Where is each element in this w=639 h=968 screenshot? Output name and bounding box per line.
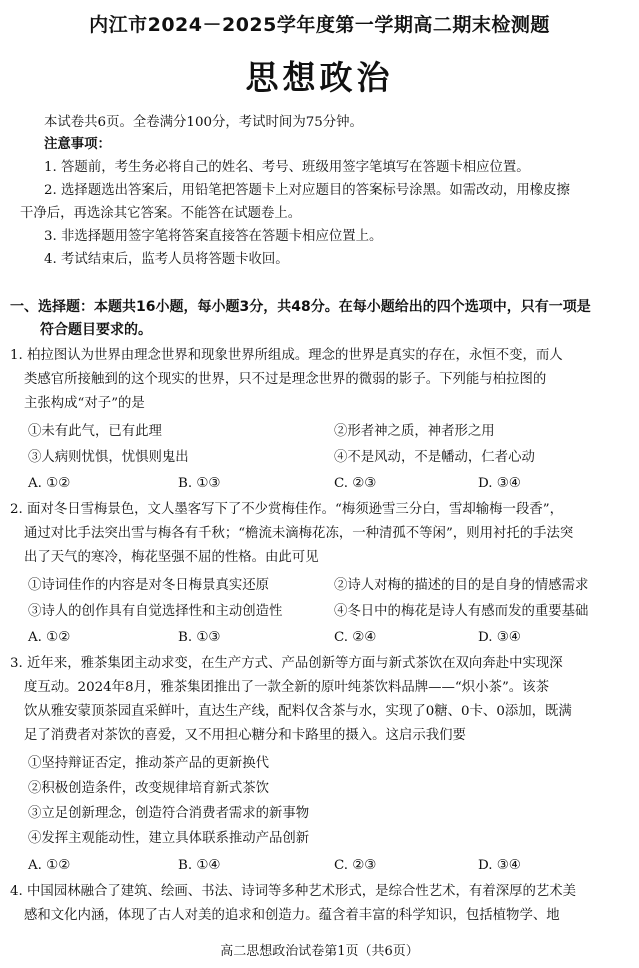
answer-choice: D. ③④ xyxy=(478,476,521,491)
question-stem: 1. 柏拉图认为世界由理念世界和现象世界所组成。理念的世界是真实的存在，永恒不变，而人 xyxy=(10,348,563,363)
statement-item: ④发挥主观能动性，建立具体联系推动产品创新 xyxy=(28,831,310,846)
exam-title: 内江市2024－2025学年度第一学期高二期末检测题 xyxy=(89,14,550,36)
question-stem: 足了消费者对茶饮的喜爱，又不用担心糖分和卡路里的摄入。这启示我们要 xyxy=(24,728,466,743)
exam-summary: 本试卷共6页。全卷满分100分，考试时间为75分钟。 xyxy=(44,115,363,130)
statement-item: ④冬日中的梅花是诗人有感而发的重要基础 xyxy=(334,604,589,619)
question-stem: 饮从雅安蒙顶茶园直采鲜叶，直达生产线，配料仅含茶与水，实现了0糖、0卡、0添加，既满 xyxy=(24,704,572,719)
statement-item: ①诗词佳作的内容是对冬日梅景真实还原 xyxy=(28,578,270,593)
answer-choice: B. ①④ xyxy=(178,858,221,873)
answer-choice: D. ③④ xyxy=(478,858,521,873)
notice-item: 2. 选择题选出答案后，用铅笔把答题卡上对应题目的答案标号涂黑。如需改动，用橡皮擦 xyxy=(44,183,570,198)
statement-item: ②积极创造条件，改变规律培育新式茶饮 xyxy=(28,781,270,796)
answer-choice: A. ①② xyxy=(28,476,71,491)
statement-item: ③人病则忧惧，忧惧则鬼出 xyxy=(28,450,189,465)
answer-choice: A. ①② xyxy=(28,630,71,645)
question-stem: 4. 中国园林融合了建筑、绘画、书法、诗词等多种艺术形式，是综合性艺术，有着深厚的艺术美 xyxy=(10,884,577,899)
answer-choice: C. ②③ xyxy=(334,476,377,491)
question-stem: 出了天气的寒冷，梅花坚强不屈的性格。由此可见 xyxy=(24,550,319,565)
question-stem: 类感官所接触到的这个现实的世界，只不过是理念世界的微弱的影子。下列能与柏拉图的 xyxy=(24,372,547,387)
question-stem: 度互动。2024年8月，雅茶集团推出了一款全新的原叶纯茶饮料品牌——“炽小茶”。该茶 xyxy=(24,680,549,695)
section-heading: 一、选择题：本题共16小题，每小题3分，共48分。在每小题给出的四个选项中，只有一项是 xyxy=(10,299,591,315)
answer-choice: B. ①③ xyxy=(178,630,221,645)
statement-item: ②诗人对梅的描述的目的是自身的情感需求 xyxy=(334,578,589,593)
statement-item: ③诗人的创作具有自觉选择性和主动创造性 xyxy=(28,604,283,619)
answer-choice: B. ①③ xyxy=(178,476,221,491)
answer-choice: C. ②④ xyxy=(334,630,377,645)
notice-item: 1. 答题前，考生务必将自己的姓名、考号、班级用签字笔填写在答题卡相应位置。 xyxy=(44,160,530,175)
answer-choice: D. ③④ xyxy=(478,630,521,645)
statement-item: ④不是风动，不是幡动，仁者心动 xyxy=(334,450,535,465)
statement-item: ②形者神之质，神者形之用 xyxy=(334,424,495,439)
page-footer: 高二思想政治试卷第1页（共6页） xyxy=(220,944,419,959)
question-stem: 3. 近年来，雅茶集团主动求变，在生产方式、产品创新等方面与新式茶饮在双向奔赴中实现深 xyxy=(10,656,563,671)
notice-heading: 注意事项： xyxy=(44,137,111,152)
question-stem: 通过对比手法突出雪与梅各有千秋；“檐流未滴梅花冻，一种清孤不等闲”，则用衬托的手法突 xyxy=(24,526,574,541)
question-stem: 感和文化内涵，体现了古人对美的追求和创造力。蕴含着丰富的科学知识，包括植物学、地 xyxy=(24,908,560,923)
answer-choice: C. ②③ xyxy=(334,858,377,873)
statement-item: ①坚持辩证否定，推动茶产品的更新换代 xyxy=(28,756,270,771)
question-stem: 主张构成“对子”的是 xyxy=(24,396,145,411)
question-stem: 2. 面对冬日雪梅景色，文人墨客写下了不少赏梅佳作。“梅须逊雪三分白，雪却输梅一段香”， xyxy=(10,502,563,517)
subject-title: 思想政治 xyxy=(245,58,394,97)
notice-item: 4. 考试结束后，监考人员将答题卡收回。 xyxy=(44,252,289,267)
notice-item: 干净后，再选涂其它答案。不能答在试题卷上。 xyxy=(20,206,302,221)
statement-item: ①未有此气，已有此理 xyxy=(28,424,162,439)
statement-item: ③立足创新理念，创造符合消费者需求的新事物 xyxy=(28,806,310,821)
answer-choice: A. ①② xyxy=(28,858,71,873)
notice-item: 3. 非选择题用签字笔将答案直接答在答题卡相应位置上。 xyxy=(44,229,383,244)
section-heading-cont: 符合题目要求的。 xyxy=(40,322,152,338)
